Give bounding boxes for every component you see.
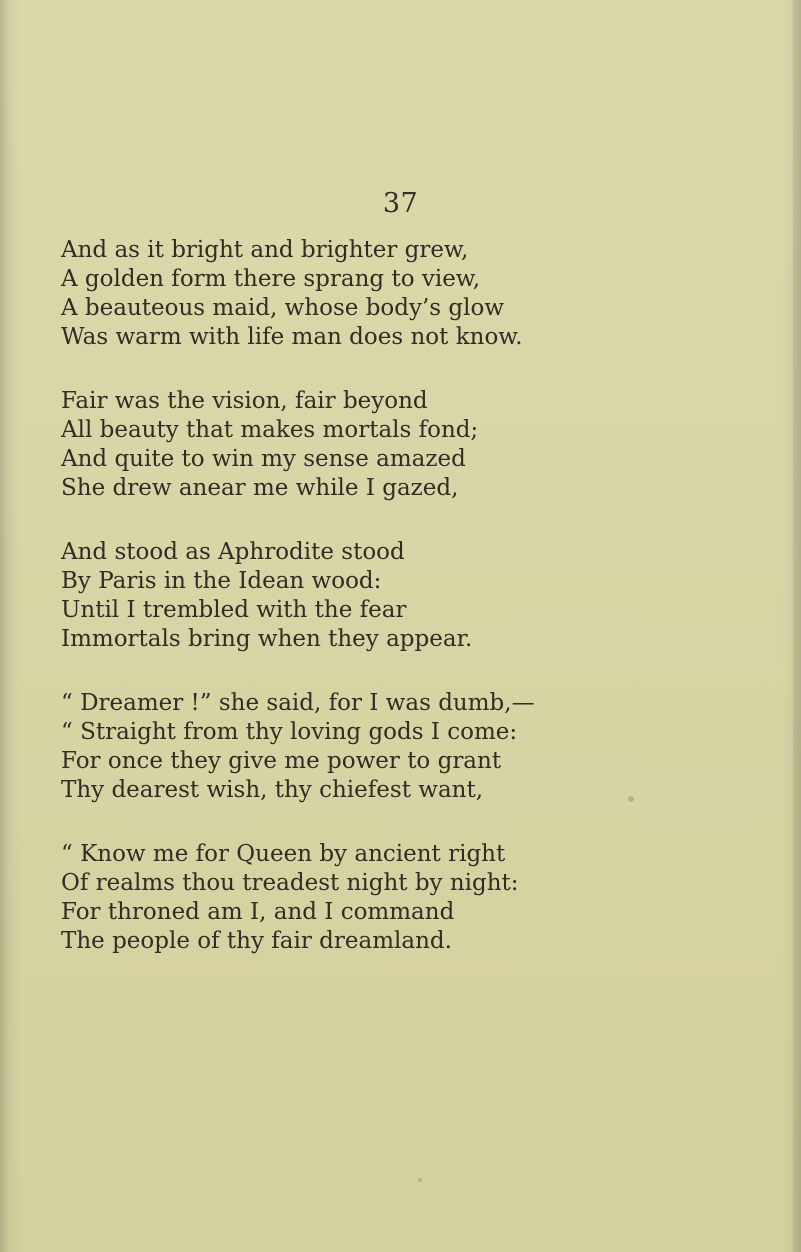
poem-line: All beauty that makes mortals fond; (61, 417, 479, 443)
poem-line: For throned am I, and I command (61, 899, 455, 925)
stanza-5 (61, 840, 781, 956)
poem-line: A golden form there sprang to view, (61, 266, 481, 292)
poem-text (61, 236, 781, 991)
poem-line: “ Dreamer !” she said, for I was dumb,— (61, 690, 535, 716)
poem-line: Of realms thou treadest night by night: (61, 870, 519, 896)
poem-line: Immortals bring when they appear. (61, 626, 473, 652)
poem-line: Until I trembled with the fear (61, 597, 407, 623)
poem-line: She drew anear me while I gazed, (61, 475, 459, 501)
poem-line: Was warm with life man does not know. (61, 324, 523, 350)
poem-line: And as it bright and brighter grew, (61, 237, 469, 263)
poem-line: “ Straight from thy loving gods I come: (61, 719, 518, 745)
stanza-3 (61, 538, 781, 654)
poem-line: Fair was the vision, fair beyond (61, 388, 428, 414)
page-number: 37 (382, 188, 419, 219)
paper-speck (628, 796, 634, 802)
poem-line: And stood as Aphrodite stood (61, 539, 405, 565)
poem-line: The people of thy fair dreamland. (61, 928, 452, 954)
stanza-4 (61, 689, 781, 805)
stanza-2 (61, 387, 781, 503)
poem-line: Thy dearest wish, thy chiefest want, (61, 777, 484, 803)
poem-line: By Paris in the Idean wood: (61, 568, 382, 594)
poem-line: And quite to win my sense amazed (61, 446, 466, 472)
paper-speck (418, 1178, 422, 1182)
page-edge-shadow (793, 0, 801, 1252)
poem-line: A beauteous maid, whose body’s glow (61, 295, 505, 321)
poem-line: For once they give me power to grant (61, 748, 502, 774)
poem-line: “ Know me for Queen by ancient right (61, 841, 506, 867)
stanza-1 (61, 236, 781, 352)
